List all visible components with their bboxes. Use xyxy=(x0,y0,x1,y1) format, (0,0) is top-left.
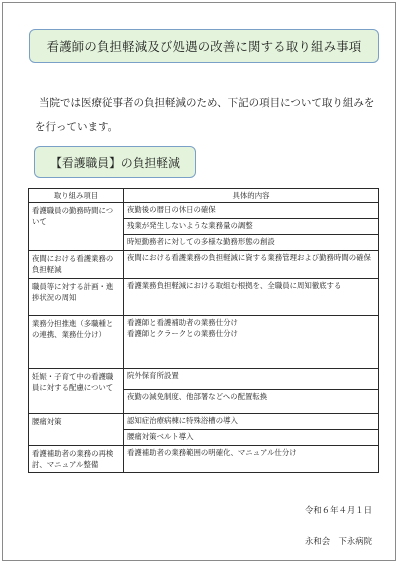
row-content: 残業が発生しないような業務量の調整 xyxy=(124,219,379,235)
intro-line-2: を行っています。 xyxy=(35,121,119,133)
row-content: 夜勤の減免制度、他部署などへの配置転換 xyxy=(124,390,379,414)
table-row xyxy=(29,203,379,219)
table-row xyxy=(29,279,379,316)
table-header-content: 具体的内容 xyxy=(124,189,379,203)
row-content: 時短勤務者に対しての多様な勤務形態の創設 xyxy=(124,235,379,251)
table-header-item: 取り組み項目 xyxy=(29,189,124,203)
section-title: 【看護職員】の負担軽減 xyxy=(50,155,180,170)
table-row xyxy=(29,414,379,430)
row-category: 看護補助者の業務の再検討、マニュアル整備 xyxy=(29,446,124,473)
section-banner xyxy=(34,146,196,178)
table-header-row xyxy=(29,189,379,203)
row-category: 職員等に対する計画・進捗状況の周知 xyxy=(29,279,124,316)
table-row xyxy=(29,446,379,473)
row-content: 看護補助者の業務範囲の明確化、マニュアル仕分け xyxy=(124,446,379,473)
row-category: 看護職員の勤務時間について xyxy=(29,203,124,251)
table-row xyxy=(29,369,379,390)
table-row xyxy=(29,316,379,369)
row-category: 夜間における看護業務の負担軽減 xyxy=(29,251,124,279)
row-content: 認知症治療病棟に特殊浴槽の導入 xyxy=(124,414,379,430)
issue-date: 令和６年４月１日 xyxy=(305,505,372,515)
title-banner xyxy=(29,29,379,63)
row-content: 看護業務負担軽減における取組む根拠を、全職員に周知徹底する xyxy=(124,279,379,316)
row-content: 腰痛対策ベルト導入 xyxy=(124,430,379,446)
intro-line-1: 当院では医療従事者の負担軽減のため、下記の項目について取り組みを xyxy=(39,97,375,109)
measures-table xyxy=(28,188,379,473)
row-category: 業務分担推進（多職種との連携、業務仕分け） xyxy=(29,316,124,369)
row-content: 夜勤後の暦日の休日の確保 xyxy=(124,203,379,219)
row-content: 院外保育所設置 xyxy=(124,369,379,390)
row-content: 看護師と看護補助者の業務仕分け 看護師とクラークとの業務仕分け xyxy=(124,316,379,369)
row-content: 夜間における看護業務の負担軽減に資する業務管理および勤務時間の確保 xyxy=(124,251,379,279)
intro-paragraph xyxy=(35,91,379,139)
document-title: 看護師の負担軽減及び処遇の改善に関する取り組み事項 xyxy=(46,39,362,54)
document-page xyxy=(2,2,396,561)
table-row xyxy=(29,251,379,279)
row-category: 妊娠・子育て中の看護職員に対する配慮について xyxy=(29,369,124,414)
row-category: 腰痛対策 xyxy=(29,414,124,446)
organization-name: 永和会 下永病院 xyxy=(305,536,372,546)
